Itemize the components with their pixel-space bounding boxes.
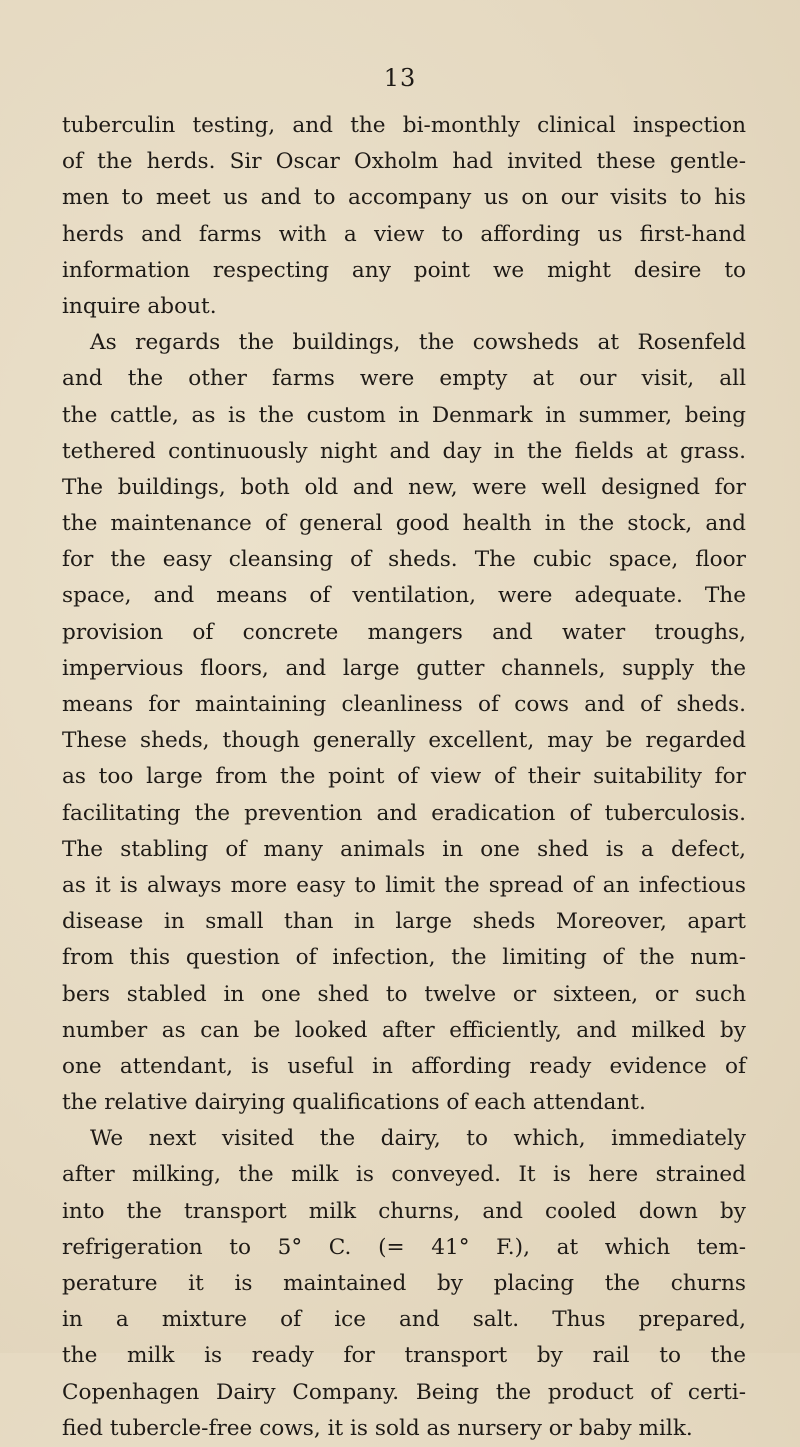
text-line: and the other farms were empty at our visit, all bbox=[62, 366, 746, 392]
text-line: for the easy cleansing of sheds. The cubic space, floor bbox=[62, 547, 746, 573]
text-line: from this question of infection, the limiting of the num- bbox=[62, 945, 746, 971]
text-line: herds and farms with a view to affording us first-hand bbox=[62, 221, 746, 247]
text-line: of the herds. Sir Oscar Oxholm had invited these gentle- bbox=[62, 149, 746, 175]
paragraph bbox=[62, 325, 746, 1121]
text-line: the relative dairying qualifications of each attendant. bbox=[62, 1090, 646, 1116]
text-line: after milking, the milk is conveyed. It is here strained bbox=[62, 1162, 746, 1188]
body-text bbox=[62, 108, 746, 1447]
text-line: information respecting any point we might desire to bbox=[62, 257, 746, 283]
text-line: tethered continuously night and day in the fields at grass. bbox=[62, 438, 746, 464]
text-line: the milk is ready for transport by rail to the bbox=[62, 1343, 746, 1369]
page-number: 13 bbox=[383, 64, 417, 92]
text-line: men to meet us and to accompany us on our visits to his bbox=[62, 185, 746, 211]
text-line: means for maintaining cleanliness of cows and of sheds. bbox=[62, 692, 746, 717]
paragraph bbox=[62, 1121, 746, 1447]
text-line: impervious floors, and large gutter channels, supply the bbox=[62, 655, 746, 681]
text-line: into the transport milk churns, and cooled down by bbox=[62, 1198, 746, 1224]
text-line: disease in small than in large sheds Moreover, apart bbox=[62, 909, 746, 935]
paragraph bbox=[62, 108, 746, 325]
text-line: provision of concrete mangers and water troughs, bbox=[62, 619, 746, 645]
text-line: bers stabled in one shed to twelve or sixteen, or such bbox=[62, 981, 746, 1007]
text-line: tuberculin testing, and the bi-monthly clinical inspection bbox=[62, 113, 746, 138]
text-line: These sheds, though generally excellent, may be regarded bbox=[62, 728, 746, 754]
text-line: perature it is maintained by placing the churns bbox=[62, 1271, 746, 1296]
text-line: space, and means of ventilation, were adequate. The bbox=[62, 583, 746, 609]
text-line: The buildings, both old and new, were well designed for bbox=[62, 474, 746, 500]
text-line: We next visited the dairy, to which, immediately bbox=[90, 1126, 746, 1152]
text-line: the maintenance of general good health in the stock, and bbox=[62, 511, 746, 537]
text-line: inquire about. bbox=[62, 293, 217, 319]
text-line: As regards the buildings, the cowsheds at Rosenfeld bbox=[90, 330, 746, 356]
text-line: number as can be looked after efficiently, and milked by bbox=[62, 1017, 746, 1043]
text-line: as too large from the point of view of their suitability for bbox=[62, 764, 746, 790]
text-line: one attendant, is useful in affording ready evidence of bbox=[62, 1053, 746, 1079]
text-line: facilitating the prevention and eradication of tuberculosis. bbox=[62, 800, 746, 826]
text-line: as it is always more easy to limit the spread of an infectious bbox=[62, 872, 746, 898]
text-line: Copenhagen Dairy Company. Being the product of certi- bbox=[62, 1379, 746, 1405]
text-line: in a mixture of ice and salt. Thus prepared, bbox=[62, 1307, 746, 1333]
text-line: the cattle, as is the custom in Denmark in summer, being bbox=[62, 402, 746, 428]
text-line: The stabling of many animals in one shed is a defect, bbox=[62, 836, 746, 862]
text-line: fied tubercle-free cows, it is sold as nursery or baby milk. bbox=[62, 1415, 693, 1441]
text-line: refrigeration to 5° C. (= 41° F.), at which tem- bbox=[62, 1234, 746, 1260]
